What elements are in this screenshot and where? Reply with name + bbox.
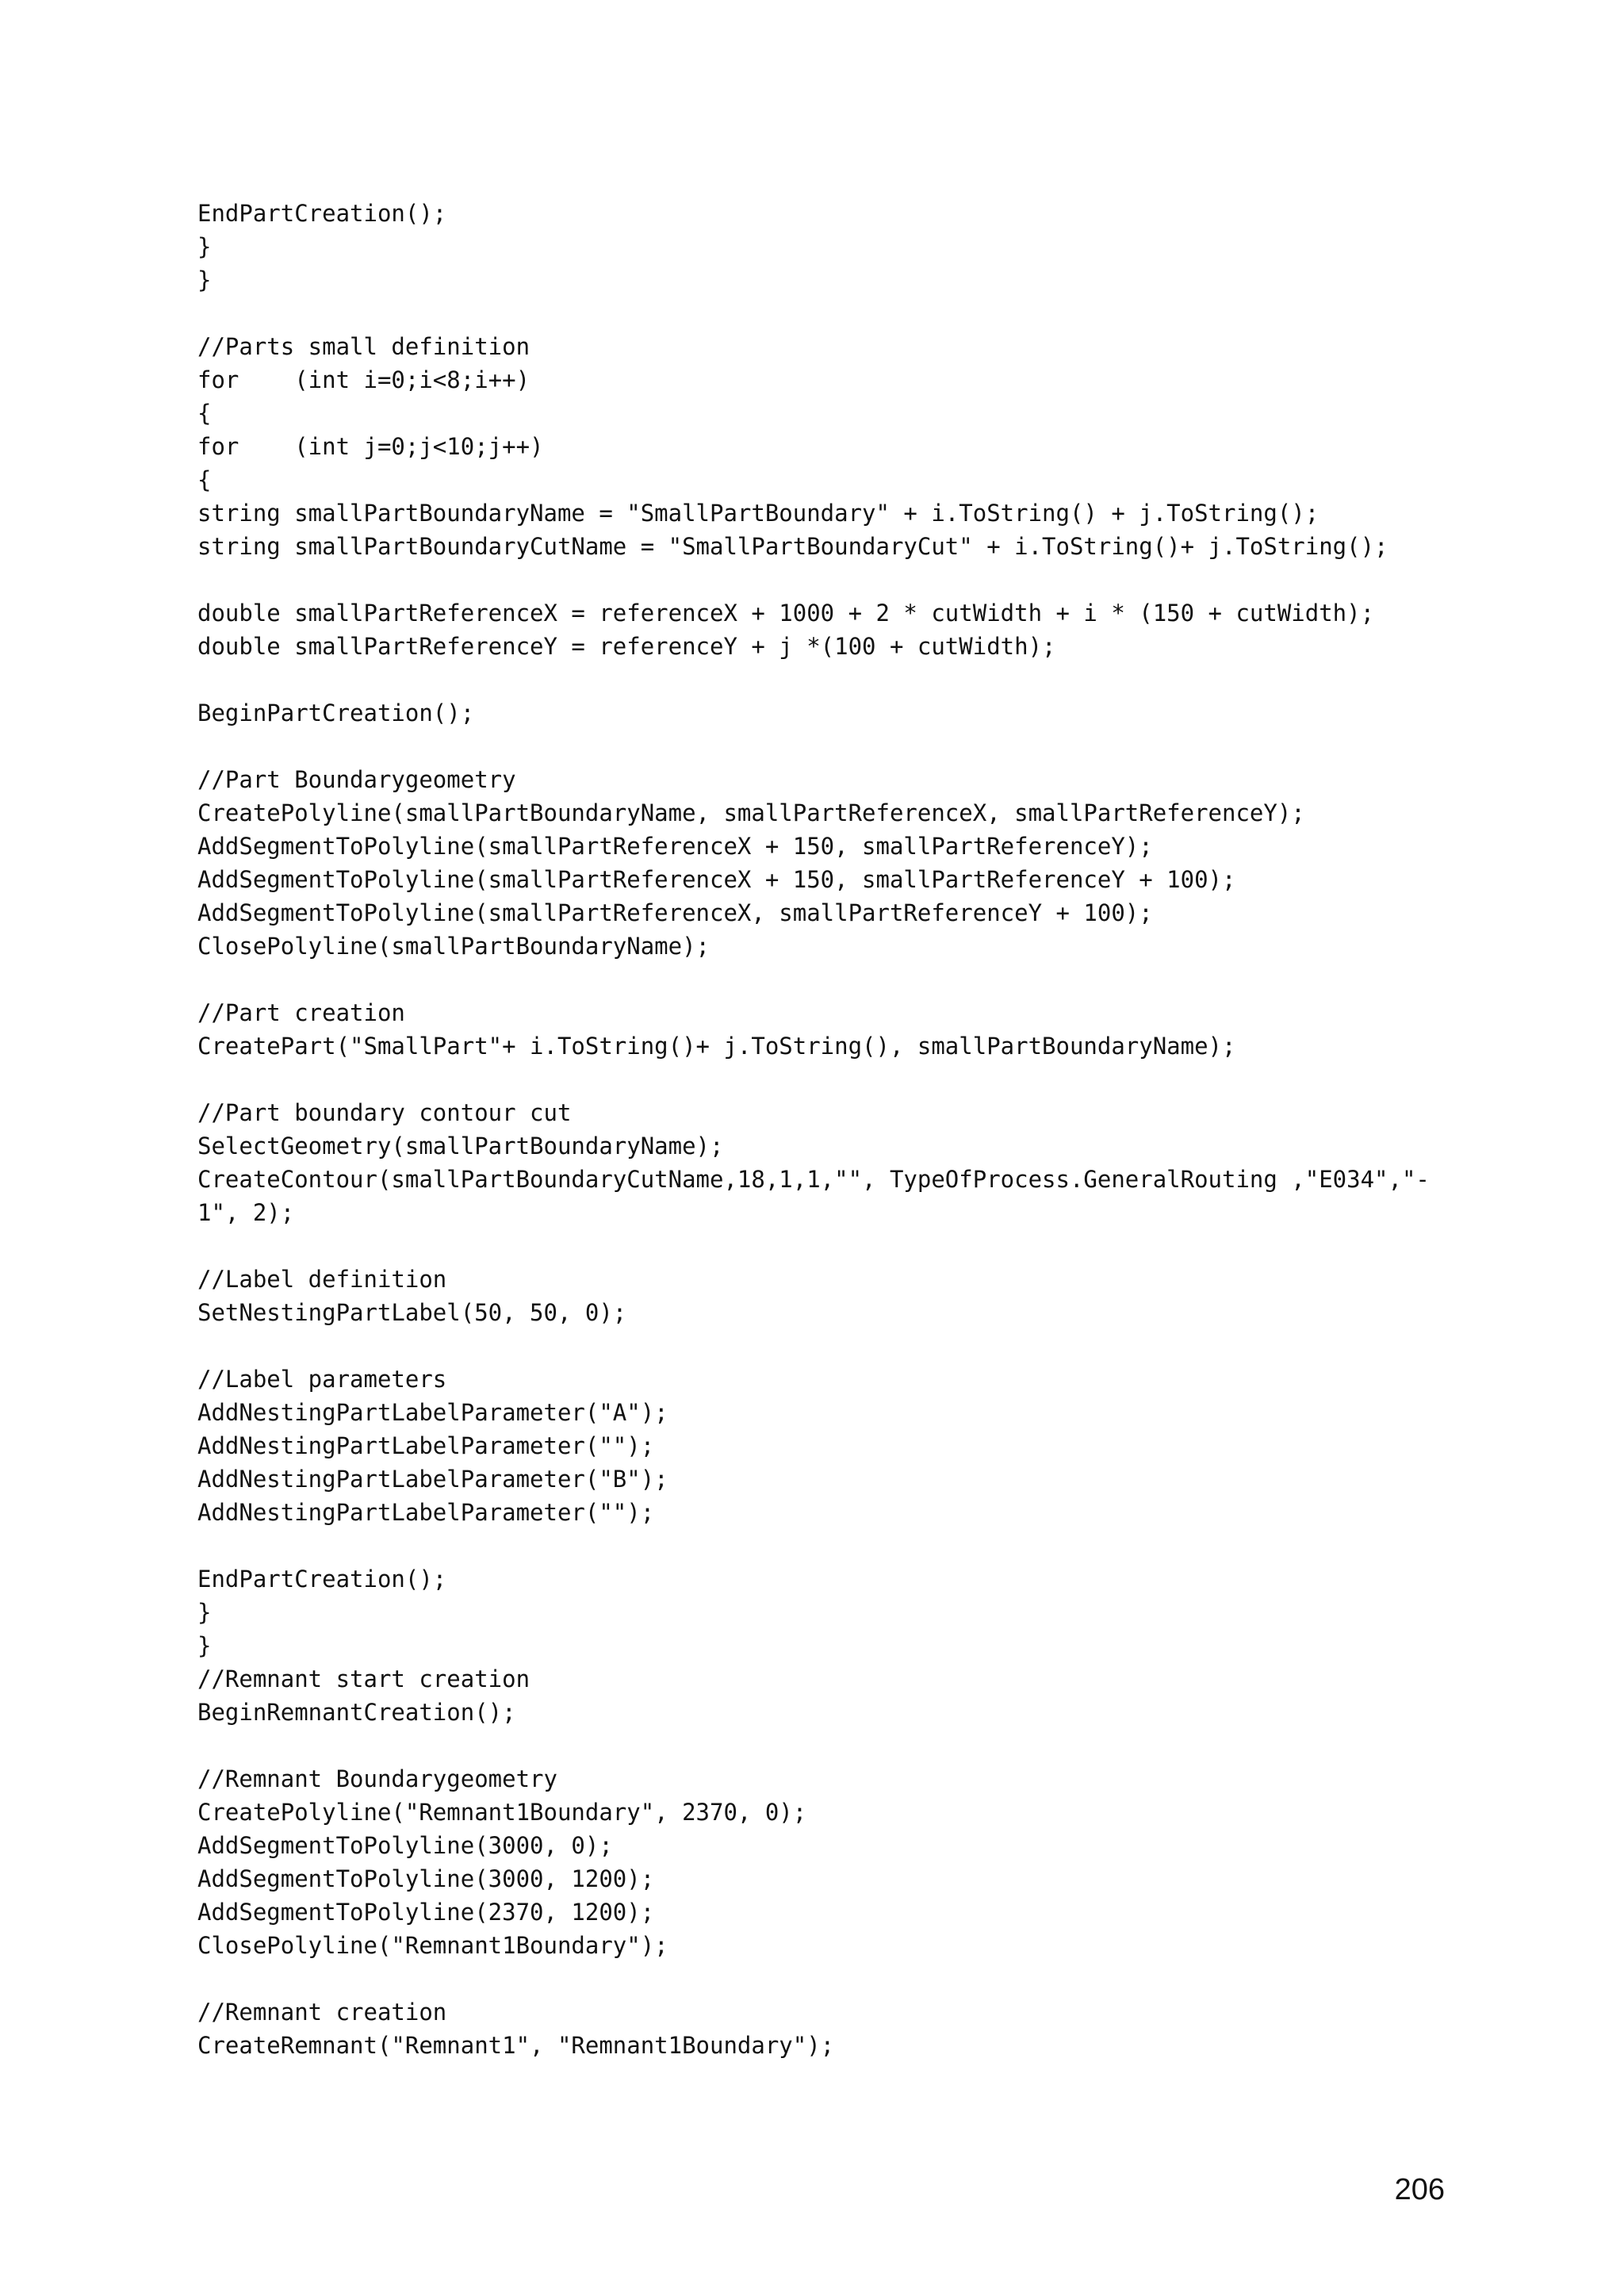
code-line: AddSegmentToPolyline(smallPartReferenceX + 150, smallPartReferenceY); xyxy=(197,833,1153,860)
code-line: ClosePolyline("Remnant1Boundary"); xyxy=(197,1932,668,1959)
code-line: //Label definition xyxy=(197,1266,447,1293)
code-line: ClosePolyline(smallPartBoundaryName); xyxy=(197,933,710,960)
page-number: 206 xyxy=(1394,2173,1445,2206)
code-line xyxy=(197,1329,1434,1363)
code-line: { xyxy=(197,400,212,427)
code-line: //Remnant Boundarygeometry xyxy=(197,1765,557,1792)
code-line: double smallPartReferenceX = referenceX + 1000 + 2 * cutWidth + i * (150 + cutWidth); xyxy=(197,600,1375,627)
code-line: } xyxy=(197,1599,212,1626)
code-line xyxy=(197,1063,1434,1096)
code-line: 1", 2); xyxy=(197,1199,295,1226)
code-line: EndPartCreation(); xyxy=(197,1566,447,1593)
code-line xyxy=(197,1529,1434,1562)
code-line: } xyxy=(197,1632,212,1659)
code-line: EndPartCreation(); xyxy=(197,200,447,227)
code-line xyxy=(197,1229,1434,1263)
code-line: { xyxy=(197,466,212,493)
code-line: double smallPartReferenceY = referenceY + j *(100 + cutWidth); xyxy=(197,633,1056,660)
code-line: //Remnant start creation xyxy=(197,1665,530,1692)
code-line: string smallPartBoundaryName = "SmallPartBoundary" + i.ToString() + j.ToString(); xyxy=(197,500,1320,527)
code-line: AddSegmentToPolyline(2370, 1200); xyxy=(197,1899,655,1926)
code-line: } xyxy=(197,266,212,293)
code-line xyxy=(197,730,1434,763)
code-line: CreatePolyline(smallPartBoundaryName, smallPartReferenceX, smallPartReferenceY); xyxy=(197,799,1305,826)
code-line: CreateRemnant("Remnant1", "Remnant1Boundary"); xyxy=(197,2032,835,2059)
code-line: string smallPartBoundaryCutName = "SmallPartBoundaryCut" + i.ToString()+ j.ToString(); xyxy=(197,533,1388,560)
code-line: //Remnant creation xyxy=(197,1999,447,2026)
code-line: //Part Boundarygeometry xyxy=(197,766,516,793)
code-line: //Parts small definition xyxy=(197,333,530,360)
code-line: CreateContour(smallPartBoundaryCutName,18,1,1,"", TypeOfProcess.GeneralRouting ,"E034","- xyxy=(197,1166,1430,1193)
code-line: AddSegmentToPolyline(smallPartReferenceX, smallPartReferenceY + 100); xyxy=(197,899,1153,926)
code-line: BeginPartCreation(); xyxy=(197,700,475,726)
code-line: CreatePart("SmallPart"+ i.ToString()+ j.ToString(), smallPartBoundaryName); xyxy=(197,1033,1236,1060)
code-line: AddSegmentToPolyline(3000, 0); xyxy=(197,1832,613,1859)
code-line: AddSegmentToPolyline(smallPartReferenceX + 150, smallPartReferenceY + 100); xyxy=(197,866,1236,893)
code-line xyxy=(197,1729,1434,1762)
code-line xyxy=(197,563,1434,596)
code-line: } xyxy=(197,233,212,260)
code-line: //Part creation xyxy=(197,999,405,1026)
code-line: BeginRemnantCreation(); xyxy=(197,1699,516,1726)
code-line xyxy=(197,963,1434,996)
code-line xyxy=(197,663,1434,696)
code-line: SetNestingPartLabel(50, 50, 0); xyxy=(197,1299,627,1326)
code-line: CreatePolyline("Remnant1Boundary", 2370, 0); xyxy=(197,1799,807,1826)
code-line xyxy=(197,297,1434,330)
code-line: SelectGeometry(smallPartBoundaryName); xyxy=(197,1133,724,1159)
code-line: //Label parameters xyxy=(197,1366,447,1393)
code-line xyxy=(197,1962,1434,1995)
code-line: AddNestingPartLabelParameter("A"); xyxy=(197,1399,668,1426)
code-line: for (int i=0;i<8;i++) xyxy=(197,366,530,393)
code-line: AddNestingPartLabelParameter(""); xyxy=(197,1499,655,1526)
code-line: AddSegmentToPolyline(3000, 1200); xyxy=(197,1865,655,1892)
code-line: for (int j=0;j<10;j++) xyxy=(197,433,544,460)
code-listing xyxy=(197,197,1434,2062)
code-line: //Part boundary contour cut xyxy=(197,1099,572,1126)
code-line: AddNestingPartLabelParameter(""); xyxy=(197,1432,655,1459)
code-line: AddNestingPartLabelParameter("B"); xyxy=(197,1466,668,1493)
